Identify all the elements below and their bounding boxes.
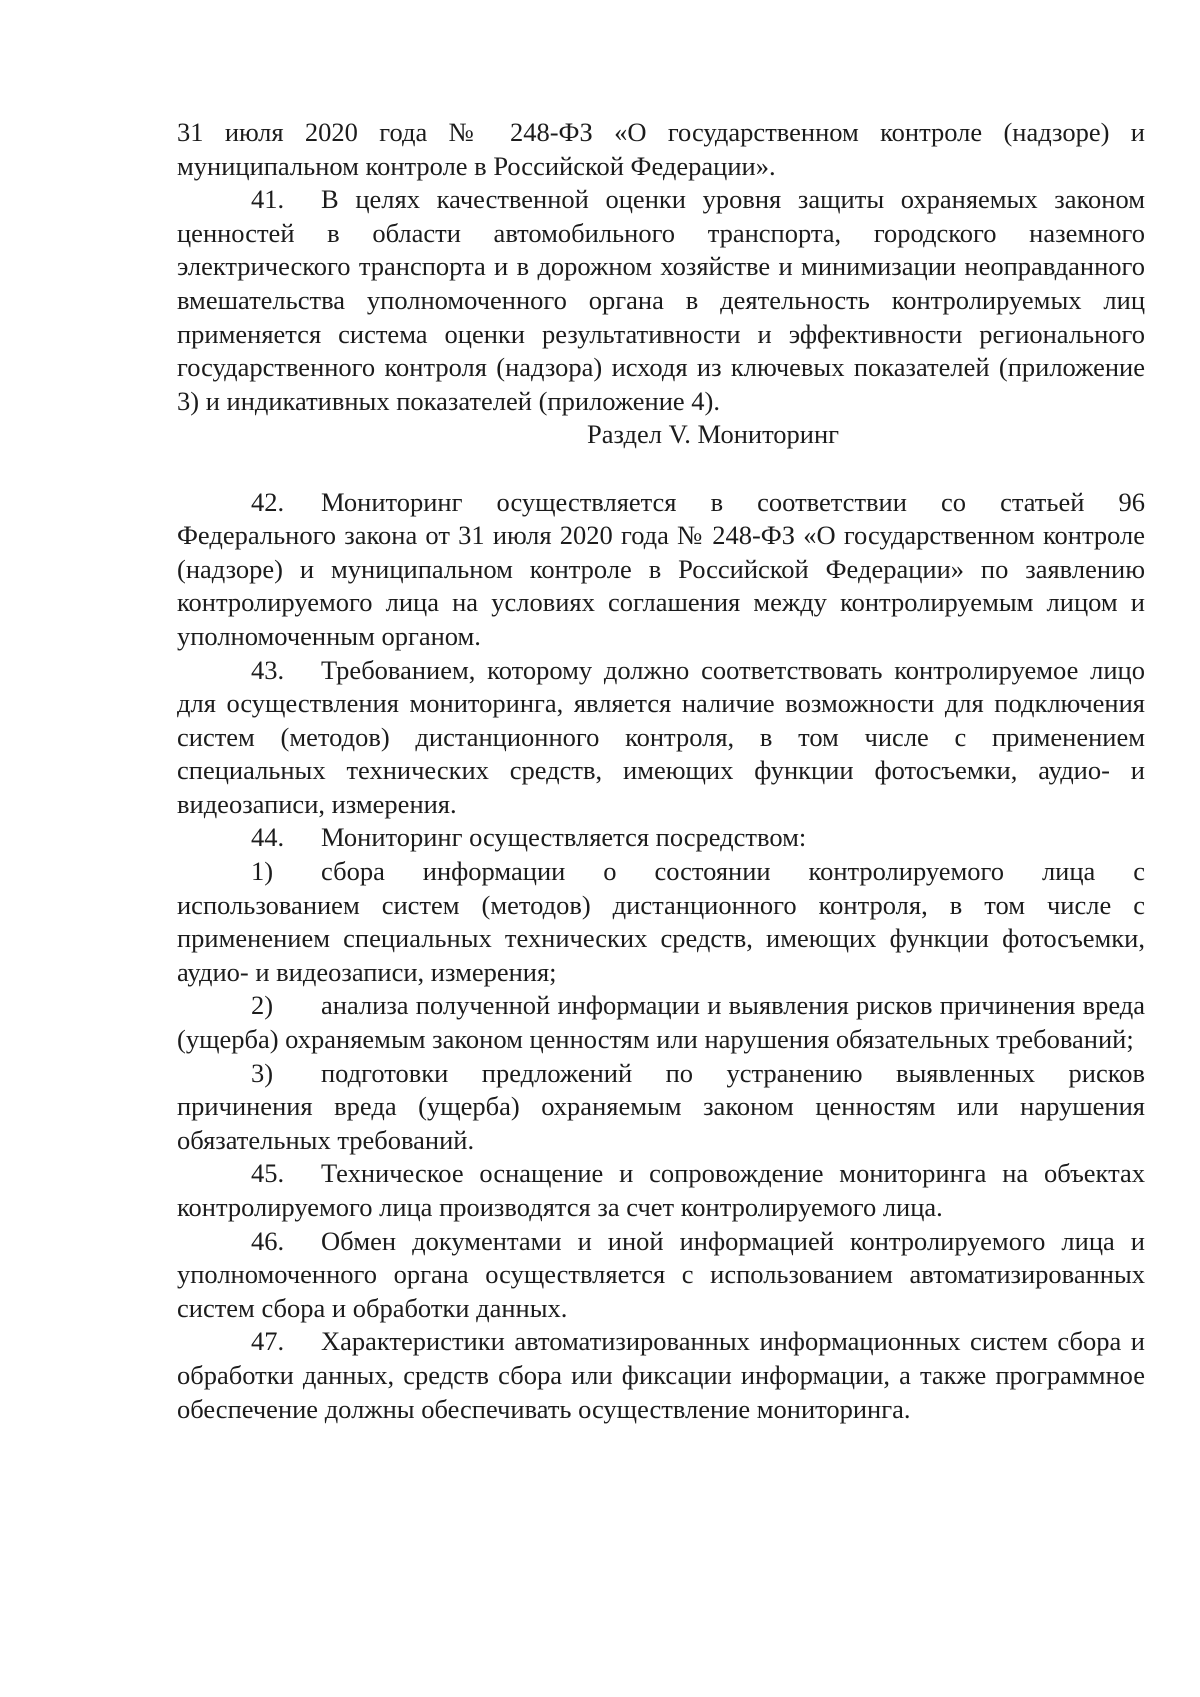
paragraph-47: [177, 1325, 1145, 1426]
paragraph-44: [177, 821, 1145, 855]
paragraph-text: Мониторинг осуществляется в соответствии со статьей 96 Федерального закона от 31 июля 2020 года № 248-ФЗ «О государственном контроле (надзоре) и муниципальном контроле в Российской Федерации» по заявлению контролируемого лица на условиях соглашения между контролируемым лицом и уполномоченным органом.: [177, 486, 1145, 651]
list-item-3: [177, 1057, 1145, 1158]
list-item-1: [177, 855, 1145, 989]
paragraph-number: 46.: [251, 1225, 285, 1256]
list-item-number: 3): [251, 1057, 274, 1088]
list-item-text: анализа полученной информации и выявления рисков причинения вреда (ущерба) охраняемым законом ценностям или нарушения обязательных требований;: [177, 990, 1145, 1055]
paragraph-46: [177, 1225, 1145, 1326]
paragraph-text: Характеристики автоматизированных информационных систем сбора и обработки данных, средств сбора или фиксации информации, а также программное обеспечение должны обеспечивать осуществление мониторинга.: [177, 1326, 1145, 1424]
paragraph-number: 41.: [251, 184, 285, 215]
continuation-paragraph: [177, 116, 1145, 183]
paragraph-41: [177, 183, 1145, 418]
paragraph-text: Обмен документами и иной информацией контролируемого лица и уполномоченного органа осуществляется с использованием автоматизированных систем сбора и обработки данных.: [177, 1225, 1145, 1323]
paragraph-42: [177, 486, 1145, 654]
paragraph-number: 43.: [251, 654, 285, 685]
document-body: [177, 116, 1145, 1426]
paragraph-43: [177, 654, 1145, 822]
paragraph-number: 45.: [251, 1158, 285, 1189]
list-item-number: 2): [251, 990, 274, 1021]
paragraph-text: Мониторинг осуществляется посредством:: [321, 822, 807, 853]
continuation-text: 31 июля 2020 года № 248-ФЗ «О государственном контроле (надзоре) и муниципальном контроле в Российской Федерации».: [177, 117, 1145, 181]
list-item-number: 1): [251, 856, 274, 887]
paragraph-text: Требованием, которому должно соответствовать контролируемое лицо для осуществления мониторинга, является наличие возможности для подключения систем (методов) дистанционного контроля, в том числе с применением специальных технических средств, имеющих функции фотосъемки, аудио- и видеозаписи, измерения.: [177, 654, 1145, 819]
paragraph-45: [177, 1157, 1145, 1224]
section-heading: Раздел V. Мониторинг: [587, 419, 840, 450]
paragraph-number: 44.: [251, 822, 285, 853]
paragraph-text: Техническое оснащение и сопровождение мониторинга на объектах контролируемого лица производятся за счет контролируемого лица.: [177, 1158, 1145, 1222]
list-item-text: подготовки предложений по устранению выявленных рисков причинения вреда (ущерба) охраняемым законом ценностям или нарушения обязательных требований.: [177, 1057, 1145, 1155]
list-item-text: сбора информации о состоянии контролируемого лица с использованием систем (методов) дистанционного контроля, в том числе с применением специальных технических средств, имеющих функции фотосъемки, аудио- и видеозаписи, измерения;: [177, 856, 1145, 987]
paragraph-number: 47.: [251, 1326, 285, 1357]
list-item-2: [177, 989, 1145, 1056]
paragraph-text: В целях качественной оценки уровня защиты охраняемых законом ценностей в области автомобильного транспорта, городского наземного электрического транспорта и в дорожном хозяйстве и минимизации неоправданного вмешательства уполномоченного органа в деятельность контролируемых лиц применяется система оценки результативности и эффективности регионального государственного контроля (надзора) исходя из ключевых показателей (приложение 3) и индикативных показателей (приложение 4).: [177, 184, 1145, 416]
paragraph-number: 42.: [251, 486, 285, 517]
